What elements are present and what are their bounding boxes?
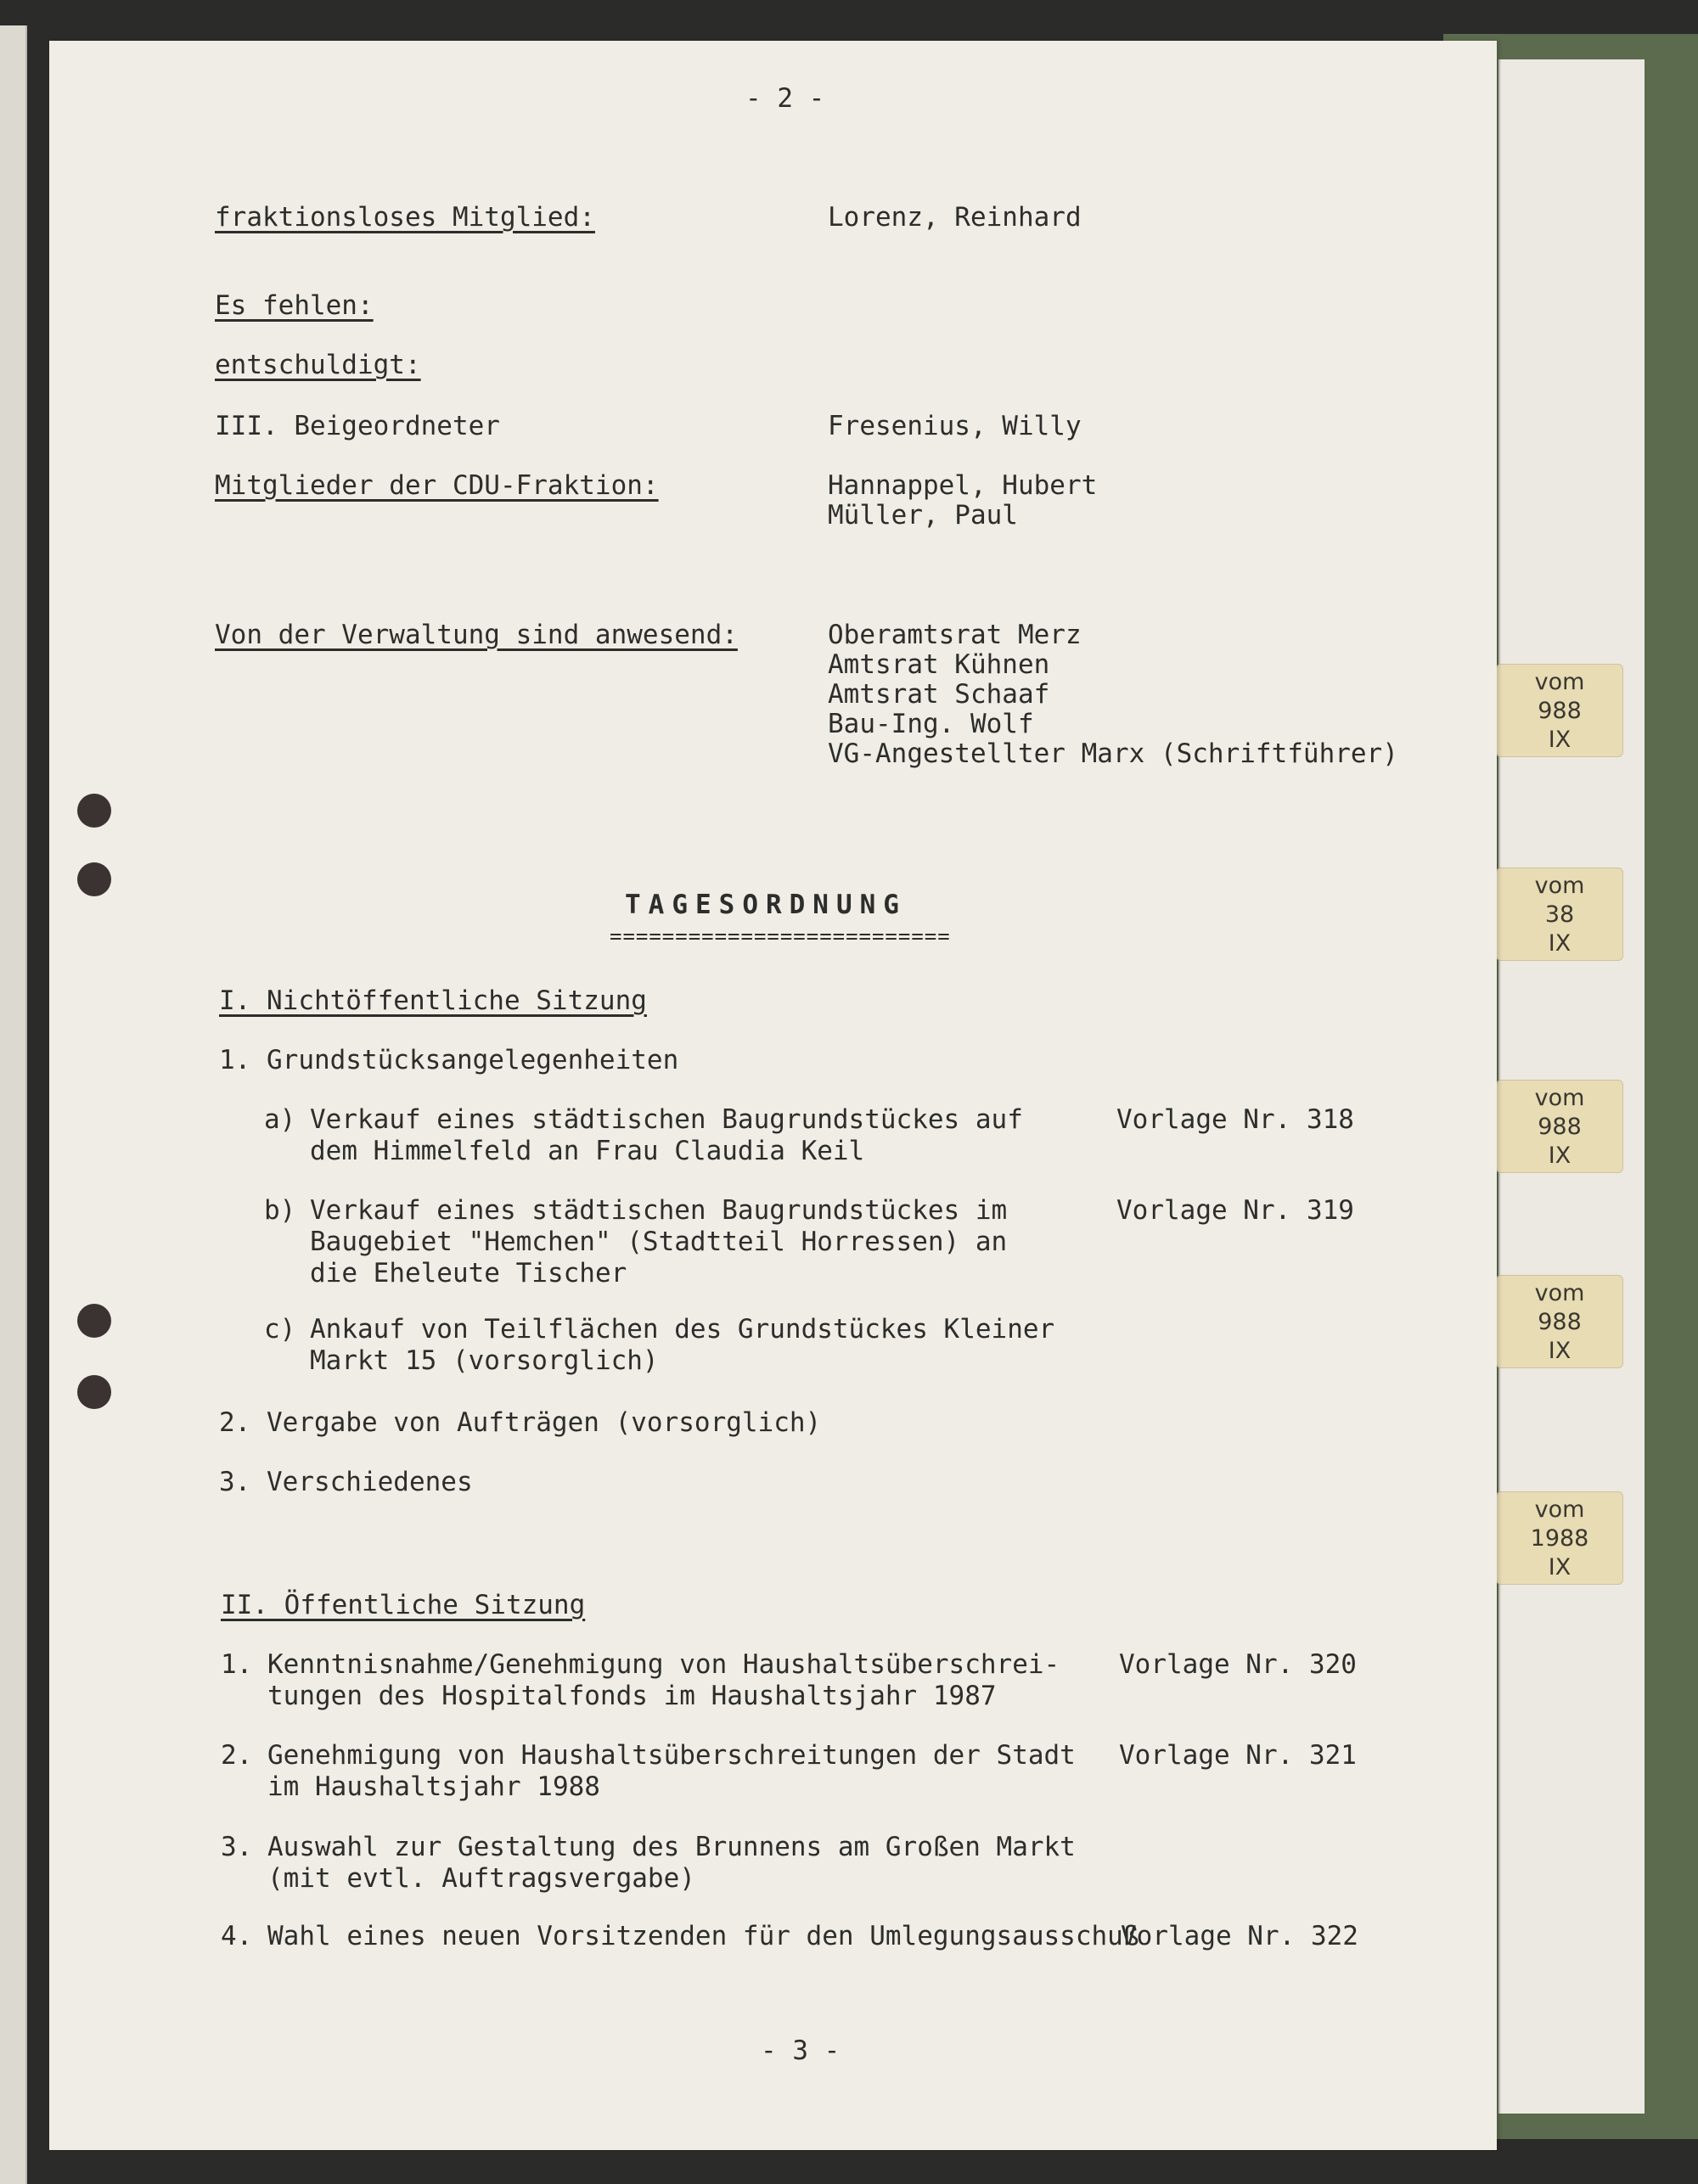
- attendance-label: entschuldigt:: [215, 350, 421, 380]
- agenda-item-line: (mit evtl. Auftragsvergabe): [267, 1863, 695, 1894]
- index-tab-5[interactable]: [1496, 1491, 1623, 1585]
- agenda-item-number: 3.: [221, 1832, 253, 1862]
- tab-line: 38: [1544, 901, 1575, 928]
- tab-line: IX: [1548, 930, 1571, 957]
- attendance-name: Fresenius, Willy: [828, 411, 1082, 441]
- attendance-name: VG-Angestellter Marx (Schriftführer): [828, 738, 1398, 769]
- tab-line: IX: [1548, 1143, 1571, 1169]
- agenda-item: 2. Vergabe von Aufträgen (vorsorglich): [219, 1407, 822, 1438]
- attendance-label: Von der Verwaltung sind anwesend:: [215, 620, 738, 650]
- agenda-item-line: Baugebiet "Hemchen" (Stadtteil Horressen) an: [310, 1227, 1008, 1257]
- attendance-name: Müller, Paul: [828, 500, 1018, 531]
- agenda-item-line: Kenntnisnahme/Genehmigung von Haushaltsüberschrei-: [267, 1649, 1060, 1680]
- agenda-item-line: Ankauf von Teilflächen des Grundstückes Kleiner: [310, 1314, 1055, 1345]
- agenda-item-line: Auswahl zur Gestaltung des Brunnens am Großen Markt: [267, 1832, 1076, 1862]
- attendance-label: III. Beigeordneter: [215, 411, 500, 441]
- attendance-name: Bau-Ing. Wolf: [828, 709, 1034, 739]
- agenda-item-reference: Vorlage Nr. 320: [1119, 1649, 1357, 1680]
- attendance-name: Oberamtsrat Merz: [828, 620, 1082, 650]
- adjacent-left-page: [0, 25, 27, 2184]
- tab-line: 988: [1538, 1114, 1582, 1140]
- attendance-label: Mitglieder der CDU-Fraktion:: [215, 470, 659, 501]
- tab-line: vom: [1534, 873, 1585, 899]
- page-number-top: - 2 -: [745, 83, 825, 114]
- index-tab-2[interactable]: [1496, 867, 1623, 961]
- punch-hole: [77, 862, 111, 896]
- tab-line: 988: [1538, 698, 1582, 724]
- agenda-item-line: dem Himmelfeld an Frau Claudia Keil: [310, 1136, 865, 1166]
- punch-hole: [77, 1375, 111, 1409]
- agenda-item-line: Verkauf eines städtischen Baugrundstückes auf: [310, 1104, 1023, 1135]
- agenda-item-line: Verkauf eines städtischen Baugrundstückes im: [310, 1195, 1008, 1226]
- agenda-item-line: im Haushaltsjahr 1988: [267, 1771, 600, 1802]
- index-tab-1[interactable]: [1496, 664, 1623, 757]
- attendance-label: Es fehlen:: [215, 290, 374, 321]
- agenda-item: 1. Grundstücksangelegenheiten: [219, 1045, 679, 1075]
- tab-line: IX: [1548, 727, 1571, 753]
- tab-line: vom: [1534, 669, 1585, 695]
- agenda-subitem-mark: b): [264, 1195, 296, 1226]
- punch-hole: [77, 1304, 111, 1338]
- agenda-item-number: 2.: [221, 1740, 253, 1771]
- tab-line: vom: [1534, 1280, 1585, 1306]
- index-tab-3[interactable]: [1496, 1080, 1623, 1173]
- tab-line: IX: [1548, 1338, 1571, 1364]
- agenda-item-reference: Vorlage Nr. 321: [1119, 1740, 1357, 1771]
- agenda-title-rule: ==========================: [610, 924, 951, 948]
- agenda-item-number: 1.: [221, 1649, 253, 1680]
- agenda-item-line: Wahl eines neuen Vorsitzenden für den Umlegungsausschuß: [267, 1921, 1139, 1951]
- punch-hole: [77, 794, 111, 828]
- tab-line: vom: [1534, 1085, 1585, 1111]
- attendance-name: Hannappel, Hubert: [828, 470, 1098, 501]
- agenda-subitem-mark: c): [264, 1314, 296, 1345]
- agenda-item-line: tungen des Hospitalfonds im Haushaltsjahr 1987: [267, 1681, 997, 1711]
- attendance-label: fraktionsloses Mitglied:: [215, 202, 595, 233]
- agenda-item: 3. Verschiedenes: [219, 1467, 473, 1497]
- page-number-bottom: - 3 -: [761, 2035, 841, 2066]
- tab-line: vom: [1534, 1496, 1585, 1523]
- section-title: II. Öffentliche Sitzung: [221, 1590, 586, 1620]
- agenda-title: TAGESORDNUNG: [625, 890, 907, 920]
- agenda-item-number: 4.: [221, 1921, 253, 1951]
- tab-line: IX: [1548, 1554, 1571, 1580]
- agenda-item-reference: Vorlage Nr. 322: [1121, 1921, 1358, 1951]
- agenda-item-line: die Eheleute Tischer: [310, 1258, 627, 1289]
- agenda-item-reference: Vorlage Nr. 318: [1116, 1104, 1354, 1135]
- agenda-item-line: Markt 15 (vorsorglich): [310, 1345, 659, 1376]
- tab-line: 988: [1538, 1309, 1582, 1335]
- attendance-name: Amtsrat Schaaf: [828, 679, 1050, 710]
- agenda-item-reference: Vorlage Nr. 319: [1116, 1195, 1354, 1226]
- agenda-item-line: Genehmigung von Haushaltsüberschreitungen der Stadt: [267, 1740, 1076, 1771]
- section-title: I. Nichtöffentliche Sitzung: [219, 985, 647, 1016]
- agenda-subitem-mark: a): [264, 1104, 296, 1135]
- document-page: [49, 41, 1497, 2150]
- attendance-name: Amtsrat Kühnen: [828, 649, 1050, 680]
- index-tab-4[interactable]: [1496, 1275, 1623, 1368]
- tab-line: 1988: [1530, 1525, 1589, 1552]
- attendance-name: Lorenz, Reinhard: [828, 202, 1082, 233]
